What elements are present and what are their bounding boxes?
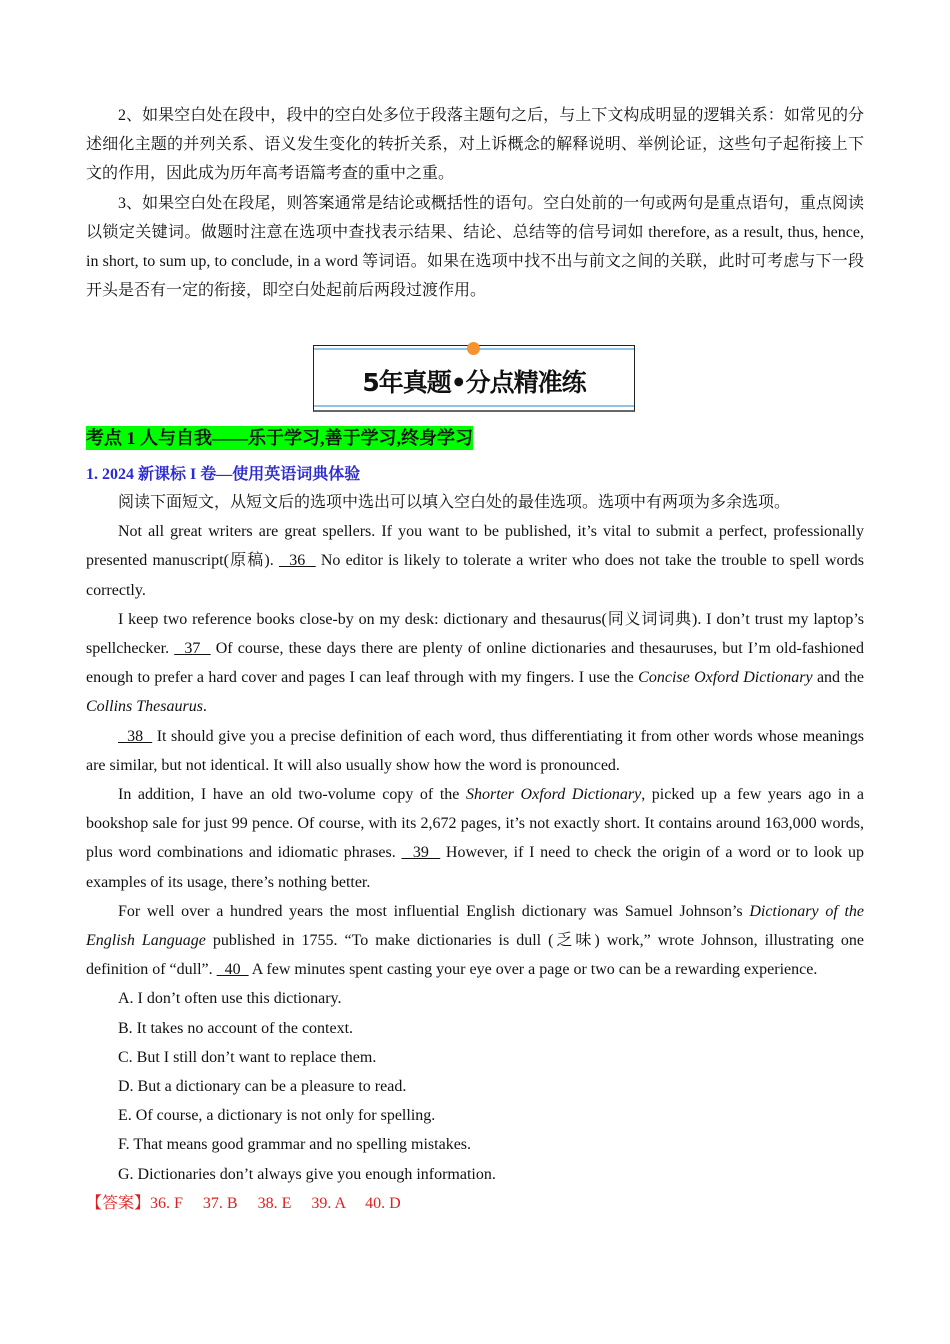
option-b: B. It takes no account of the context. [118,1019,354,1037]
book-title: Concise Oxford Dictionary [638,669,813,687]
intro-paragraph-2: 2、如果空白处在段中，段中的空白处多位于段落主题句之后，与上下文构成明显的逻辑关系：如常见的分述细化主题的并列关系、语义发生变化的转折关系，对上诉概念的解释说明、举例论证，这些句子起衔接上下文的作用，因此成为历年高考语篇考查的重中之重。 [86,107,864,183]
question-heading: 1. 2024 新课标 I 卷—使用英语词典体验 [86,466,361,483]
text: In addition, I have an old two-volume copy of the [118,786,466,804]
text: No editor is likely to tolerate a writer who does not take the trouble to spell words correctly. [86,552,865,599]
banner-dot-icon [467,342,480,355]
text: published in 1755. “To make dictionaries is dull (乏味) work,” wrote Johnson, illustrating one definition of “dull”. [86,932,864,979]
option-e: E. Of course, a dictionary is not only for spelling. [118,1107,436,1125]
blank-38: 38 [118,727,153,745]
blank-36: 36 [278,552,316,570]
text: . [202,698,207,716]
option-f: F. That means good grammar and no spelling mistakes. [118,1136,472,1154]
answer-line [86,1189,864,1218]
option-d: D. But a dictionary can be a pleasure to read. [118,1078,407,1096]
text: Not all great writers are great spellers. If you want to be published, it’s vital to submit a perfect, professionally presented manuscript(原稿). [86,523,864,570]
option-g: G. Dictionaries don’t always give you enough information. [118,1165,496,1183]
text: A few minutes spent casting your eye over a page or two can be a rewarding experience. [248,961,818,979]
passage-paragraph-5 [86,897,864,985]
intro-section [86,101,864,305]
text: , picked up a few years ago in a bookshop sale for just 99 pence. Of course, with its 2,672 pages, it’s not exactly short. It contains around 163,000 words, plus word combinations and idiomatic phrases. [86,786,865,862]
book-title: Collins Thesaurus [86,698,203,716]
blank-40: 40 [216,961,249,979]
text: For well over a hundred years the most influential English dictionary was Samuel Johnson’s [118,902,750,920]
section-banner [313,345,635,412]
text: It should give you a precise definition of each word, thus differentiating it from other words whose meanings are similar, but not identical. It will also usually show how the word is pronounced. [86,727,865,774]
passage-paragraph-4 [86,780,864,897]
text: However, if I need to check the origin of a word or to look up examples of its usage, there’s nothing better. [86,844,865,891]
section-title: 考点 1 人与自我——乐于学习,善于学习,终身学习 [86,428,473,448]
blank-39: 39 [401,844,441,862]
instruction: 阅读下面短文，从短文后的选项中选出可以填入空白处的最佳选项。选项中有两项为多余选项。 [118,494,791,511]
blank-37: 37 [174,640,211,658]
option-c: C. But I still don’t want to replace them. [118,1048,377,1066]
passage-paragraph-2 [86,605,864,722]
option-a: A. I don’t often use this dictionary. [118,990,342,1008]
answer-text: 36. F 37. B 38. E 39. A 40. D [150,1194,401,1212]
text: I keep two reference books close-by on my desk: dictionary and thesaurus(同义词词典). I don’t trust my laptop’s spellchecker. [86,610,864,658]
banner-bottom-line [314,405,634,407]
book-title: Shorter Oxford Dictionary [465,786,642,804]
text: and the [812,669,864,687]
question-body [86,488,864,1218]
intro-paragraph-3: 3、如果空白处在段尾，则答案通常是结论或概括性的语句。空白处前的一句或两句是重点语句，重点阅读以锁定关键词。做题时注意在选项中查找表示结果、结论、总结等的信号词如 therefore, as a result, thus, hence, in short, to sum up, to conclude, in a word 等词语。如果在选项中找不出与前文之间的关联，此时可考虑与下一段开头是否有一定的衔接，即空白处起前后两段过渡作用。 [86,194,864,300]
text: Of course, these days there are plenty of online dictionaries and thesauruses, but I’m old-fashioned enough to prefer a hard cover and pages I can leaf through with my fingers. I use the [86,640,865,687]
passage-paragraph-1 [86,517,864,605]
book-title: Dictionary of the English Language [86,902,865,950]
banner-title: 5年真题•分点精准练 [362,368,586,397]
passage-paragraph-3 [86,722,864,780]
answer-label: 【答案】 [86,1194,151,1212]
